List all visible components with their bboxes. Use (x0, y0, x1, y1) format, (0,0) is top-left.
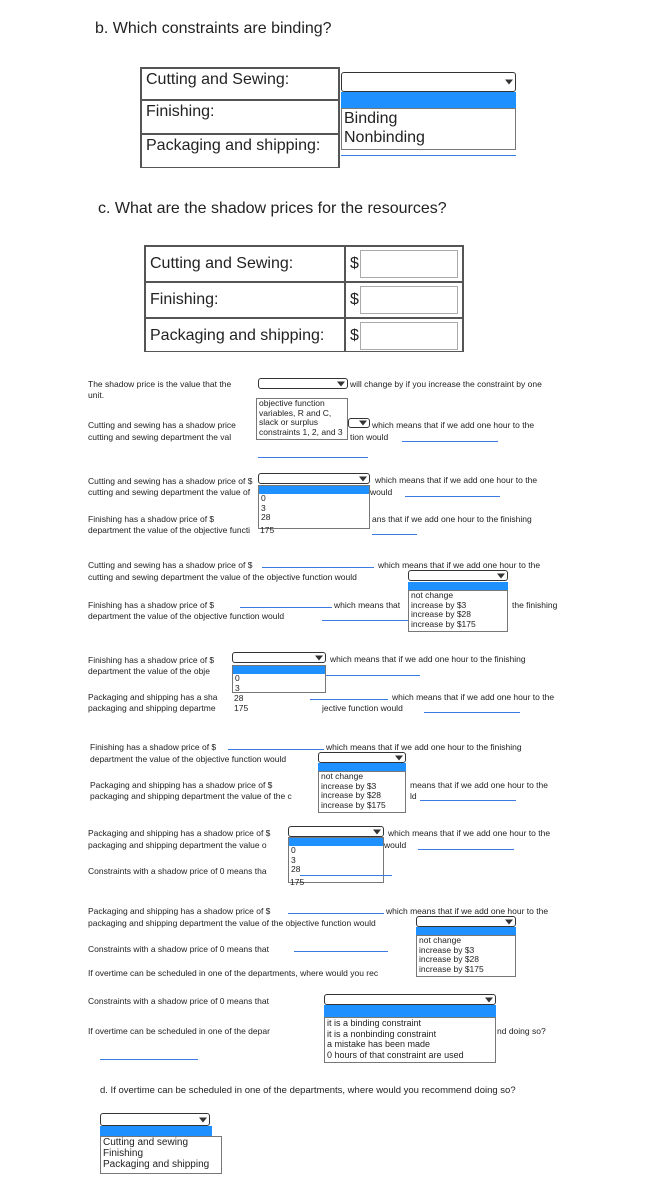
s7-select-3[interactable] (294, 942, 388, 952)
s3-text-c: cutting and sewing department the value of the objective function would (88, 572, 357, 582)
binding-select-finishing-highlight[interactable] (341, 92, 516, 108)
s2-select-3[interactable] (372, 527, 417, 535)
opt-not-change[interactable]: not change (321, 771, 364, 781)
part-c-title: c. What are the shadow prices for the resources? (98, 200, 447, 217)
opt-0[interactable]: 0 (235, 673, 240, 683)
s5-text-f: packaging and shipping department the value of the c (90, 791, 292, 801)
opt-increase-3[interactable]: increase by $3 (321, 780, 377, 791)
s8-highlight (324, 1005, 496, 1017)
s4-select-1[interactable] (232, 652, 326, 663)
opt-slack-surplus[interactable]: slack or surplus (259, 417, 319, 427)
row-label-finishing: Finishing: (141, 100, 339, 134)
s4-highlight (233, 666, 325, 674)
s3-options-list (408, 590, 508, 632)
part-d-highlight (100, 1126, 212, 1136)
s8-text-a: Constraints with a shadow price of 0 means that (88, 996, 269, 1006)
part-b-title: b. Which constraints are binding? (95, 20, 332, 37)
s4-text-g: jective function would (322, 703, 403, 713)
opt-mistake[interactable]: a mistake has been made (327, 1039, 431, 1049)
s4-select-2[interactable] (325, 666, 420, 676)
s7-select-1[interactable] (288, 904, 384, 914)
s4-num-175[interactable]: 175 (234, 703, 249, 713)
s2-text-e: Finishing has a shadow price of $ (88, 514, 215, 524)
s4-select-3[interactable] (310, 690, 388, 700)
s6-text-a: Packaging and shipping has a shadow price of $ (88, 828, 271, 838)
s4-num-28[interactable]: 28 (234, 693, 244, 703)
s4-text-c: department the value of the obje (88, 666, 210, 676)
opt-objective-function[interactable]: objective function (259, 398, 325, 408)
s5-text-d: Packaging and shipping has a shadow price of $ (90, 780, 273, 790)
s4-text-e: which means that if we add one hour to the (392, 692, 555, 702)
row-label-cutting: Cutting and Sewing: (141, 68, 339, 100)
s6-text-d: would (384, 840, 407, 850)
s7-text-e: If overtime can be scheduled in one of the departments, where would you rec (88, 968, 379, 978)
s1-text-e: which means that if we add one hour to the (372, 420, 535, 430)
s3-highlight (408, 582, 508, 590)
s1-text-d: Cutting and sewing has a shadow price (88, 420, 236, 430)
s2-text-d: would (370, 487, 393, 497)
sp-currency-1: $ (345, 246, 463, 282)
opt-increase-175[interactable]: increase by $175 (419, 963, 484, 974)
shadow-price-table (144, 245, 464, 352)
part-d-options-list (100, 1136, 222, 1174)
opt-increase-175[interactable]: increase by $175 (411, 618, 476, 629)
sp-input-packaging[interactable] (360, 322, 458, 350)
opt-0[interactable]: 0 (291, 845, 296, 855)
binding-table (140, 67, 340, 168)
opt-increase-3[interactable]: increase by $3 (419, 944, 475, 955)
s7-text-c: packaging and shipping department the value of the objective function would (88, 918, 376, 928)
opt-increase-28[interactable]: increase by $28 (411, 609, 472, 619)
s6-highlight (289, 838, 383, 846)
s8-select-1[interactable] (324, 994, 496, 1005)
opt-constraints[interactable]: constraints 1, 2, and 3 (259, 426, 343, 437)
row-label-packaging: Packaging and shipping: (141, 134, 339, 168)
binding-select-packaging[interactable] (341, 150, 516, 156)
opt-3[interactable]: 3 (235, 682, 240, 693)
s6-text-b: which means that if we add one hour to the (388, 828, 551, 838)
s2-text-c: cutting and sewing department the value of (88, 487, 251, 497)
opt-3[interactable]: 3 (261, 502, 266, 513)
s4-text-a: Finishing has a shadow price of $ (88, 655, 215, 665)
opt-increase-28[interactable]: increase by $28 (419, 954, 480, 964)
s1-text-g: tion would (350, 432, 389, 442)
opt-increase-175[interactable]: increase by $175 (321, 799, 386, 810)
s5-select-2[interactable] (318, 752, 406, 763)
binding-select-cutting[interactable] (341, 72, 516, 92)
sp-input-finishing[interactable] (360, 286, 458, 314)
opt-variables[interactable]: variables, R and C, (259, 407, 332, 418)
s7-text-b: which means that if we add one hour to the (386, 906, 549, 916)
s5-text-b: which means that if we add one hour to the finishing (326, 742, 522, 752)
s3-text-f: the finishing (512, 600, 558, 610)
s1-options-list (256, 398, 348, 440)
s1-select-2[interactable] (348, 418, 370, 428)
s3-text-d: Finishing has a shadow price of $ (88, 600, 215, 610)
opt-increase-28[interactable]: increase by $28 (321, 790, 382, 800)
s5-select-3[interactable] (420, 791, 516, 801)
s5-highlight (318, 763, 406, 771)
s3-text-g: department the value of the objective function would (88, 611, 285, 621)
opt-finishing[interactable]: Finishing (103, 1148, 144, 1159)
s5-text-a: Finishing has a shadow price of $ (90, 742, 217, 752)
s2-text-b: which means that if we add one hour to the (375, 475, 538, 485)
s3-text-e: which means that (334, 600, 401, 610)
s4-text-b: which means that if we add one hour to the finishing (330, 654, 526, 664)
part-d-title: d. If overtime can be scheduled in one of the departments, where would you recommend doing so? (100, 1085, 516, 1096)
s1-select-1[interactable] (258, 378, 348, 389)
s1-text-f: cutting and sewing department the val (88, 432, 232, 442)
s8-text-c: nd doing so? (497, 1026, 546, 1036)
opt-0[interactable]: 0 (261, 493, 266, 503)
s3-select-4[interactable] (322, 611, 408, 621)
option-binding[interactable]: Binding (344, 110, 398, 127)
s8-options-list (324, 1017, 496, 1063)
s1-text-c: unit. (88, 390, 105, 400)
s7-text-d: Constraints with a shadow price of 0 means that (88, 944, 269, 954)
s2-select-2[interactable] (405, 487, 500, 497)
s4-text-f: packaging and shipping departme (88, 703, 216, 713)
s3-text-b: which means that if we add one hour to the (378, 560, 541, 570)
opt-zero-hours[interactable]: 0 hours of that constraint are used (327, 1049, 464, 1060)
opt-nonbinding-constraint[interactable]: it is a nonbinding constraint (327, 1028, 437, 1039)
option-nonbinding[interactable]: Nonbinding (344, 129, 425, 146)
opt-packaging-shipping[interactable]: Packaging and shipping (103, 1159, 210, 1170)
s6-select-1[interactable] (288, 826, 384, 837)
opt-cutting-sewing[interactable]: Cutting and sewing (103, 1137, 189, 1148)
s1-text-b: will change by if you increase the constraint by one (350, 379, 542, 389)
s5-text-c: department the value of the objective function would (90, 754, 287, 764)
s7-highlight (416, 927, 516, 935)
s2-text-a: Cutting and sewing has a shadow price of $ (88, 476, 253, 486)
s4-numbers-list (232, 665, 326, 693)
s5-options-list (318, 771, 406, 813)
s2-text-g: department the value of the objective functi (88, 525, 251, 535)
sp-currency-2: $ (345, 282, 463, 318)
opt-28[interactable]: 28 (291, 864, 301, 874)
s3-select-3[interactable] (240, 598, 332, 608)
opt-not-change[interactable]: not change (419, 935, 462, 945)
s8-text-b: If overtime can be scheduled in one of the depar (88, 1026, 270, 1036)
binding-options-list (341, 108, 516, 150)
s5-text-e: means that if we add one hour to the (410, 780, 548, 790)
sp-currency-3: $ (345, 318, 463, 352)
s3-text-a: Cutting and sewing has a shadow price of $ (88, 560, 253, 570)
opt-3[interactable]: 3 (291, 854, 296, 865)
s2-select-1[interactable] (258, 473, 370, 484)
s6-text-e: Constraints with a shadow price of 0 means tha (88, 866, 267, 876)
s4-text-d: Packaging and shipping has a sha (88, 692, 218, 702)
s1-text-a: The shadow price is the value that the (88, 379, 232, 389)
s2-numbers-list (258, 485, 370, 529)
opt-not-change[interactable]: not change (411, 590, 454, 600)
s7-text-a: Packaging and shipping has a shadow price of $ (88, 906, 271, 916)
s6-select-3[interactable] (300, 866, 392, 876)
opt-increase-3[interactable]: increase by $3 (411, 599, 467, 610)
s8-select-2[interactable] (100, 1050, 198, 1060)
s2-num-175[interactable]: 175 (260, 525, 275, 535)
sp-label-packaging: Packaging and shipping: (145, 318, 345, 352)
s7-select-2[interactable] (416, 916, 516, 927)
opt-28[interactable]: 28 (261, 512, 271, 522)
s2-highlight (259, 486, 369, 494)
s2-text-f: ans that if we add one hour to the finishing (372, 514, 532, 524)
s3-select-2[interactable] (408, 570, 508, 581)
s4-select-4[interactable] (424, 703, 520, 713)
part-d-select[interactable] (100, 1113, 210, 1126)
sp-input-cutting[interactable] (360, 250, 458, 278)
s7-options-list (416, 935, 516, 977)
s5-text-g: ld (410, 791, 417, 801)
sp-label-cutting: Cutting and Sewing: (145, 246, 345, 282)
s6-text-c: packaging and shipping department the value o (88, 840, 267, 850)
s6-select-2[interactable] (418, 840, 514, 850)
s6-num-175[interactable]: 175 (290, 877, 305, 887)
s5-select-1[interactable] (228, 740, 324, 750)
opt-binding-constraint[interactable]: it is a binding constraint (327, 1018, 422, 1028)
s2-top-line (258, 452, 368, 458)
s3-select-1[interactable] (262, 558, 374, 568)
s1-select-3[interactable] (402, 432, 498, 442)
sp-label-finishing: Finishing: (145, 282, 345, 318)
